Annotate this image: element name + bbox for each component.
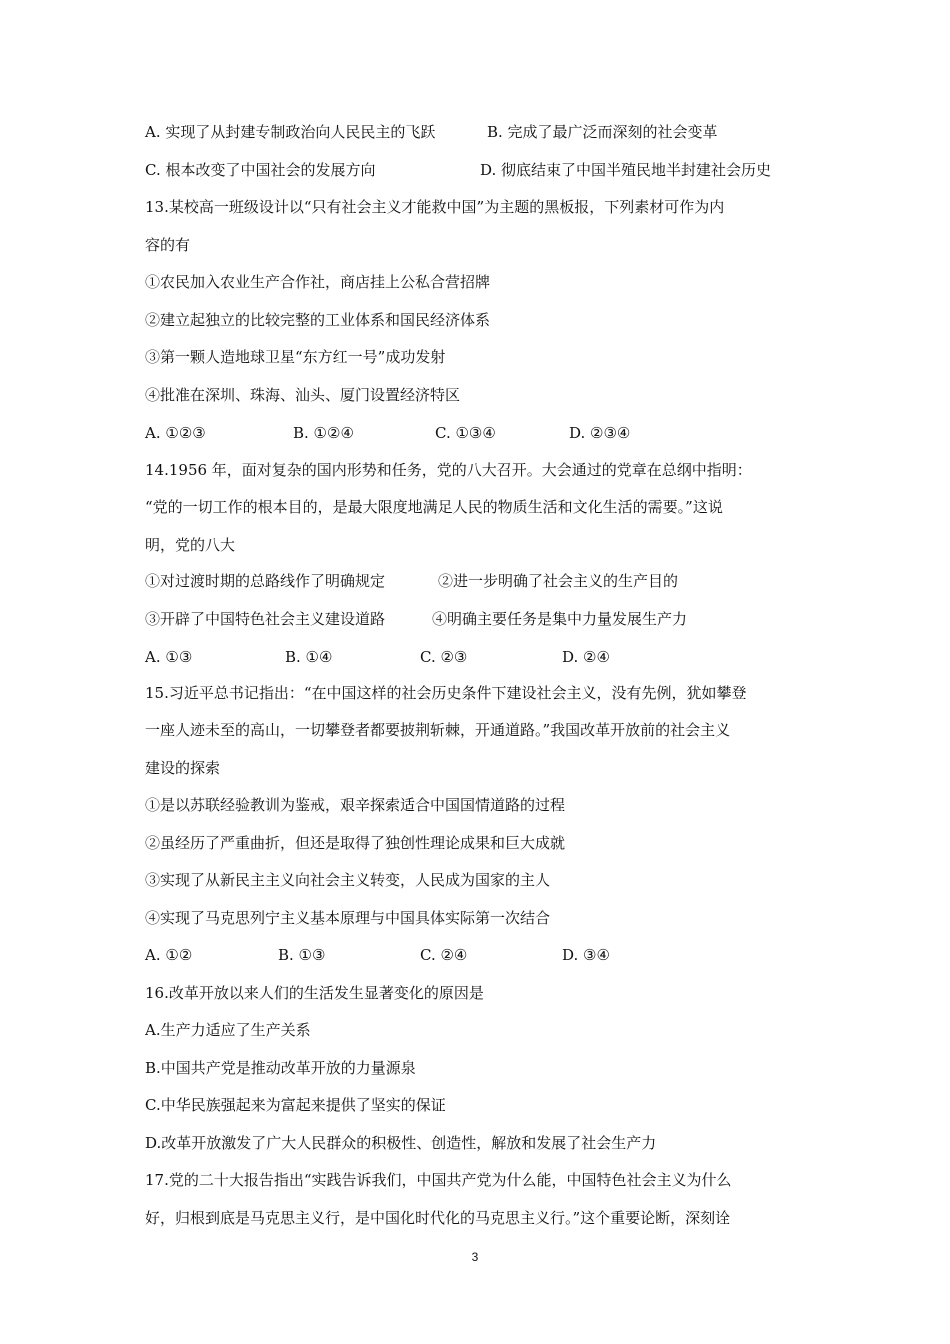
q15-stem-line-3: 建设的探索	[145, 759, 221, 777]
q15-option-a: A. ①②	[145, 946, 193, 964]
q13-item-3: ③第一颗人造地球卫星“东方红一号”成功发射	[145, 348, 446, 366]
q16-option-a: A.生产力适应了生产关系	[145, 1021, 311, 1039]
q12-options-row-1	[145, 122, 810, 142]
q16-option-d: D.改革开放激发了广大人民群众的积极性、创造性，解放和发展了社会生产力	[145, 1134, 657, 1152]
q14-items-row-1	[145, 571, 810, 591]
q15-option-b: B. ①③	[278, 946, 326, 964]
q13-option-c: C. ①③④	[435, 424, 496, 442]
q13-item-4: ④批准在深圳、珠海、汕头、厦门设置经济特区	[145, 386, 461, 404]
q12-option-d: D. 彻底结束了中国半殖民地半封建社会历史	[480, 161, 772, 179]
q17-stem-line-1: 17.党的二十大报告指出“实践告诉我们，中国共产党为什么能，中国特色社会主义为什么	[145, 1171, 732, 1189]
q16-stem: 16.改革开放以来人们的生活发生显著变化的原因是	[145, 984, 484, 1002]
q14-item-2: ②进一步明确了社会主义的生产目的	[438, 572, 679, 590]
q15-item-2: ②虽经历了严重曲折，但还是取得了独创性理论成果和巨大成就	[145, 834, 566, 852]
q14-option-b: B. ①④	[285, 648, 333, 666]
q14-stem-line-2: “党的一切工作的根本目的，是最大限度地满足人民的物质生活和文化生活的需要。”这说	[145, 498, 723, 516]
q13-options	[145, 423, 810, 443]
q12-option-a: A. 实现了从封建专制政治向人民民主的飞跃	[145, 123, 436, 141]
q15-option-c: C. ②④	[420, 946, 468, 964]
q15-stem-line-2: 一座人迹未至的高山，一切攀登者都要披荆斩棘，开通道路。”我国改革开放前的社会主义	[145, 721, 731, 739]
q16-option-b: B.中国共产党是推动改革开放的力量源泉	[145, 1059, 416, 1077]
q14-options	[145, 647, 810, 667]
q15-item-1: ①是以苏联经验教训为鉴戒，艰辛探索适合中国国情道路的过程	[145, 796, 566, 814]
q13-item-2: ②建立起独立的比较完整的工业体系和国民经济体系	[145, 311, 491, 329]
q13-item-1: ①农民加入农业生产合作社，商店挂上公私合营招牌	[145, 273, 491, 291]
q13-option-d: D. ②③④	[569, 424, 631, 442]
q12-options-row-2	[145, 160, 810, 180]
q14-option-c: C. ②③	[420, 648, 468, 666]
q15-item-3: ③实现了从新民主主义向社会主义转变，人民成为国家的主人	[145, 871, 551, 889]
q14-item-4: ④明确主要任务是集中力量发展生产力	[432, 610, 688, 628]
page-number: 3	[471, 1250, 479, 1264]
q13-stem-line-2: 容的有	[145, 236, 191, 254]
q14-option-d: D. ②④	[562, 648, 610, 666]
q12-option-c: C. 根本改变了中国社会的发展方向	[145, 161, 376, 179]
q14-option-a: A. ①③	[145, 648, 193, 666]
q17-stem-line-2: 好，归根到底是马克思主义行，是中国化时代化的马克思主义行。”这个重要论断，深刻诠	[145, 1209, 731, 1227]
q13-option-a: A. ①②③	[145, 424, 206, 442]
q15-stem-line-1: 15.习近平总书记指出：“在中国这样的社会历史条件下建设社会主义，没有先例，犹如攀登	[145, 684, 747, 702]
q13-stem-line-1: 13.某校高一班级设计以“只有社会主义才能救中国”为主题的黑板报，下列素材可作为内	[145, 198, 725, 216]
q14-items-row-2	[145, 609, 810, 629]
q14-stem-line-3: 明，党的八大	[145, 536, 236, 554]
q15-item-4: ④实现了马克思列宁主义基本原理与中国具体实际第一次结合	[145, 909, 551, 927]
q14-item-3: ③开辟了中国特色社会主义建设道路	[145, 610, 386, 628]
q15-option-d: D. ③④	[562, 946, 610, 964]
q16-option-c: C.中华民族强起来为富起来提供了坚实的保证	[145, 1096, 446, 1114]
q13-option-b: B. ①②④	[293, 424, 354, 442]
q15-options	[145, 945, 810, 965]
q14-item-1: ①对过渡时期的总路线作了明确规定	[145, 572, 386, 590]
q12-option-b: B. 完成了最广泛而深刻的社会变革	[487, 123, 718, 141]
q14-stem-line-1: 14.1956 年，面对复杂的国内形势和任务，党的八大召开。大会通过的党章在总纲中指明：	[145, 461, 752, 479]
